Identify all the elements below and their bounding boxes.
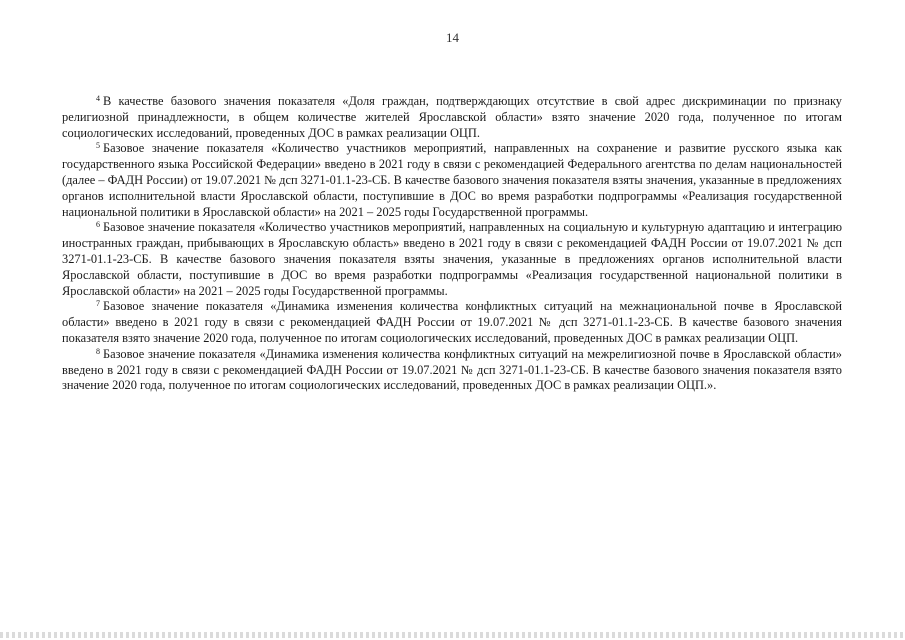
footnotes-block <box>62 94 842 394</box>
page-number: 14 <box>446 30 459 45</box>
footnote-text: В качестве базового значения показателя «Доля граждан, подтверждающих отсутствие в свой адрес дискриминации по признаку религиозной принадлежности, в общем количестве жителей Ярославской области» взято значение 2020 года, полученное по итогам социологических исследований, проведенных ДОС в рамках реализации ОЦП. <box>62 94 842 140</box>
footnote-text: Базовое значение показателя «Количество участников мероприятий, направленных на социальную и культурную адаптацию и интеграцию иностранных граждан, прибывающих в Ярославскую область» введено в 2021 году в связи с рекомендацией ФАДН России от 19.07.2021 № дсп 3271-01.1-23-СБ. В качестве базового значения показателя взяты значения, указанные в предложениях органов исполнительной власти Ярославской области, поступившие в ДОС во время разработки подпрограммы «Реализация государственной национальной политики в Ярославской области» на 2021 – 2025 годы Государственной программы. <box>62 220 842 298</box>
footnote-text: Базовое значение показателя «Динамика изменения количества конфликтных ситуаций на межрелигиозной почве в Ярославской области» введено в 2021 году в связи с рекомендацией ФАДН России от 19.07.2021 № дсп 3271-01.1-23-СБ. В качестве базового значения показателя взято значение 2020 года, полученное по итогам социологических исследований, проведенных ДОС в рамках реализации ОЦП.». <box>62 346 842 393</box>
footnote-text: Базовое значение показателя «Динамика изменения количества конфликтных ситуаций на межнациональной почве в Ярославской области» введено в 2021 году в связи с рекомендацией ФАДН России от 19.07.2021 № дсп 3271-01.1-23-СБ. В качестве базового значения показателя взято значение 2020 года, полученное по итогам социологических исследований, проведенных ДОС в рамках реализации ОЦП. <box>62 299 842 345</box>
footnote-marker: 5 <box>96 141 100 151</box>
footnote-marker: 4 <box>96 94 100 103</box>
scan-edge-artifact <box>0 632 905 638</box>
footnote-marker: 8 <box>96 346 100 356</box>
footnote-marker: 7 <box>96 299 100 309</box>
footnote-marker: 6 <box>96 220 100 230</box>
footnote-6 <box>62 220 842 299</box>
footnote-5 <box>62 141 842 220</box>
footnote-7 <box>62 299 842 346</box>
footnote-4 <box>62 94 842 141</box>
footnote-8 <box>62 347 842 394</box>
footnote-text: Базовое значение показателя «Количество участников мероприятий, направленных на сохранение и развитие русского языка как государственного языка Российской Федерации» введено в 2021 году в связи с рекомендацией Федерального агентства по делам национальностей (далее – ФАДН России) от 19.07.2021 № дсп 3271-01.1-23-СБ. В качестве базового значения показателя взяты значения, указанные в предложениях органов исполнительной власти Ярославской области, поступившие в ДОС во время разработки подпрограммы «Реализация государственной национальной политики в Ярославской области» на 2021 – 2025 годы Государственной программы. <box>62 141 842 219</box>
